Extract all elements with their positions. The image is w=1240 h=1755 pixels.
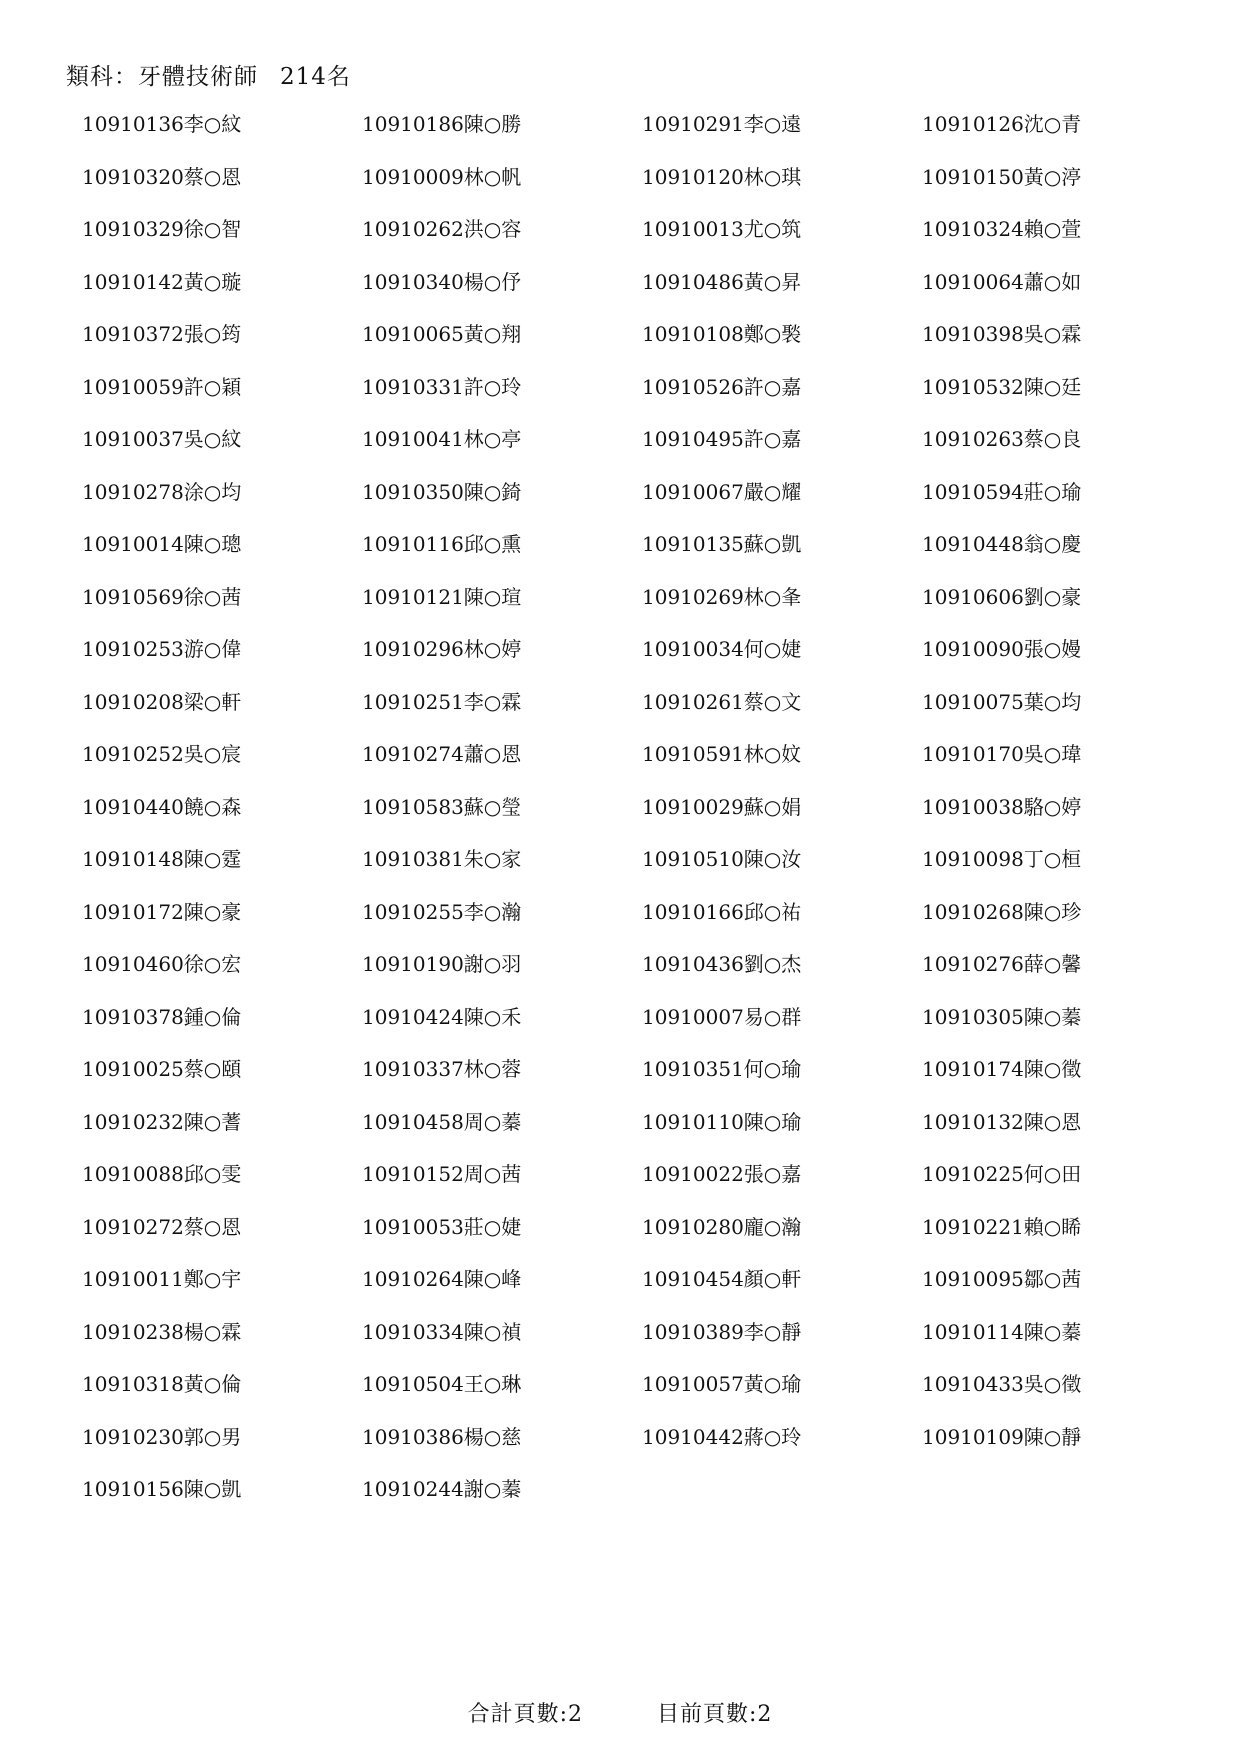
candidate-entry: 10910351何○瑜 bbox=[642, 1057, 802, 1081]
candidate-entry: 10910053莊○婕 bbox=[362, 1214, 522, 1239]
candidate-entry: 10910238楊○霖 bbox=[82, 1319, 242, 1344]
candidate-entry: 10910059許○穎 bbox=[82, 374, 242, 399]
candidate-count: 214名 bbox=[280, 64, 351, 90]
candidate-entry: 10910009林○帆 bbox=[362, 164, 522, 189]
candidate-entry: 10910208梁○軒 bbox=[82, 689, 242, 714]
candidate-entry: 10910090張○嫚 bbox=[922, 637, 1082, 661]
category-label: 類科：牙體技術師 bbox=[66, 64, 258, 90]
candidate-entry: 10910510陳○汝 bbox=[642, 847, 802, 871]
candidate-entry: 10910252吳○宸 bbox=[82, 742, 242, 766]
candidate-entry: 10910007易○群 bbox=[642, 1004, 802, 1029]
candidate-entry: 10910014陳○璁 bbox=[82, 532, 242, 556]
page-footer bbox=[0, 1697, 1240, 1728]
candidate-entry: 10910606劉○豪 bbox=[922, 584, 1082, 609]
candidate-entry: 10910458周○蓁 bbox=[362, 1109, 522, 1134]
candidate-entry: 10910170吳○瑋 bbox=[922, 742, 1082, 766]
candidate-entry: 10910460徐○宏 bbox=[82, 952, 242, 976]
candidate-entry: 10910268陳○珍 bbox=[922, 899, 1082, 924]
candidate-entry: 10910166邱○祐 bbox=[642, 899, 802, 924]
candidate-entry: 10910305陳○蓁 bbox=[922, 1004, 1082, 1029]
candidate-entry: 10910486黃○昇 bbox=[642, 269, 802, 294]
candidate-entry: 10910504王○琳 bbox=[362, 1372, 522, 1396]
candidate-entry: 10910253游○偉 bbox=[82, 637, 242, 661]
candidate-entry: 10910114陳○蓁 bbox=[922, 1319, 1082, 1344]
candidate-entry: 10910569徐○茜 bbox=[82, 584, 242, 609]
candidate-entry: 10910262洪○容 bbox=[362, 217, 522, 241]
candidate-entry: 10910274蕭○恩 bbox=[362, 742, 522, 766]
candidate-entry: 10910156陳○凱 bbox=[82, 1477, 242, 1501]
candidate-entry: 10910152周○茜 bbox=[362, 1162, 522, 1186]
candidate-entry: 10910272蔡○恩 bbox=[82, 1214, 242, 1239]
candidate-entry: 10910532陳○廷 bbox=[922, 374, 1082, 399]
candidate-entry: 10910041林○亭 bbox=[362, 427, 522, 451]
current-page: 目前頁數:2 bbox=[657, 1702, 773, 1727]
candidate-entry: 10910022張○嘉 bbox=[642, 1162, 802, 1186]
candidate-entry: 10910591林○妏 bbox=[642, 742, 802, 766]
candidate-entry: 10910251李○霖 bbox=[362, 689, 522, 714]
candidate-entry: 10910108鄭○褧 bbox=[642, 322, 802, 346]
candidate-entry: 10910065黃○翔 bbox=[362, 322, 522, 346]
candidate-entry: 10910291李○遠 bbox=[642, 112, 802, 136]
candidate-entry: 10910454顏○軒 bbox=[642, 1267, 802, 1291]
candidate-entry: 10910121陳○瑄 bbox=[362, 584, 522, 609]
candidate-entry: 10910526許○嘉 bbox=[642, 374, 802, 399]
candidate-entry: 10910186陳○勝 bbox=[362, 112, 522, 136]
candidate-entry: 10910132陳○恩 bbox=[922, 1109, 1082, 1134]
candidate-entry: 10910034何○婕 bbox=[642, 637, 802, 661]
candidate-entry: 10910255李○瀚 bbox=[362, 899, 522, 924]
candidate-entry: 10910225何○田 bbox=[922, 1162, 1082, 1186]
candidate-entry: 10910264陳○峰 bbox=[362, 1267, 522, 1291]
candidate-entry: 10910037吳○紋 bbox=[82, 427, 242, 451]
candidate-entry: 10910116邱○熏 bbox=[362, 532, 522, 556]
candidate-entry: 10910232陳○蓍 bbox=[82, 1109, 242, 1134]
candidate-entry: 10910440饒○森 bbox=[82, 794, 242, 819]
candidate-entry: 10910324賴○萱 bbox=[922, 217, 1082, 241]
candidate-entry: 10910150黃○渟 bbox=[922, 164, 1082, 189]
candidate-entry: 10910424陳○禾 bbox=[362, 1004, 522, 1029]
candidate-entry: 10910263蔡○良 bbox=[922, 427, 1082, 451]
candidate-entry: 10910230郭○男 bbox=[82, 1424, 242, 1449]
candidate-entry: 10910011鄭○宇 bbox=[82, 1267, 242, 1291]
candidate-entry: 10910148陳○霆 bbox=[82, 847, 242, 871]
candidate-entry: 10910013尤○筑 bbox=[642, 217, 802, 241]
candidate-entry: 10910334陳○禎 bbox=[362, 1319, 522, 1344]
candidate-entry: 10910095鄒○茜 bbox=[922, 1267, 1082, 1291]
candidate-entry: 10910174陳○徵 bbox=[922, 1057, 1082, 1081]
candidate-entry: 10910025蔡○頤 bbox=[82, 1057, 242, 1081]
candidate-entry: 10910261蔡○文 bbox=[642, 689, 802, 714]
candidate-entry: 10910064蕭○如 bbox=[922, 269, 1082, 294]
candidate-entry: 10910067嚴○耀 bbox=[642, 479, 802, 504]
page-header bbox=[66, 58, 351, 91]
candidate-entry: 10910320蔡○恩 bbox=[82, 164, 242, 189]
candidate-entry: 10910329徐○智 bbox=[82, 217, 242, 241]
candidate-entry: 10910172陳○豪 bbox=[82, 899, 242, 924]
candidate-entry: 10910296林○婷 bbox=[362, 637, 522, 661]
candidate-entry: 10910276薛○馨 bbox=[922, 952, 1082, 976]
candidate-entry: 10910110陳○瑜 bbox=[642, 1109, 802, 1134]
candidate-entry: 10910337林○蓉 bbox=[362, 1057, 522, 1081]
candidate-entry: 10910318黃○倫 bbox=[82, 1372, 242, 1396]
total-pages: 合計頁數:2 bbox=[467, 1702, 583, 1727]
candidate-entry: 10910372張○筠 bbox=[82, 322, 242, 346]
candidate-entry: 10910075葉○均 bbox=[922, 689, 1082, 714]
candidate-entry: 10910340楊○伃 bbox=[362, 269, 522, 294]
candidate-entry: 10910331許○玲 bbox=[362, 374, 522, 399]
candidate-entry: 10910350陳○錡 bbox=[362, 479, 522, 504]
candidate-entry: 10910386楊○慈 bbox=[362, 1424, 522, 1449]
candidate-entry: 10910381朱○家 bbox=[362, 847, 522, 871]
candidate-entry: 10910126沈○青 bbox=[922, 112, 1082, 136]
candidate-entry: 10910057黃○瑜 bbox=[642, 1372, 802, 1396]
candidate-entry: 10910389李○靜 bbox=[642, 1319, 802, 1344]
candidate-entry: 10910398吳○霖 bbox=[922, 322, 1082, 346]
candidate-entry: 10910038駱○婷 bbox=[922, 794, 1082, 819]
candidate-entry: 10910433吳○徵 bbox=[922, 1372, 1082, 1396]
candidate-entry: 10910378鍾○倫 bbox=[82, 1004, 242, 1029]
candidate-entry: 10910495許○嘉 bbox=[642, 427, 802, 451]
candidate-entry: 10910221賴○睎 bbox=[922, 1214, 1082, 1239]
candidate-entry: 10910280龐○瀚 bbox=[642, 1214, 802, 1239]
candidate-roster bbox=[82, 108, 1202, 1526]
candidate-entry: 10910448翁○慶 bbox=[922, 532, 1082, 556]
candidate-entry: 10910029蘇○娟 bbox=[642, 794, 802, 819]
candidate-entry: 10910583蘇○瑩 bbox=[362, 794, 522, 819]
candidate-entry: 10910244謝○蓁 bbox=[362, 1477, 522, 1501]
candidate-entry: 10910142黃○璇 bbox=[82, 269, 242, 294]
candidate-entry: 10910190謝○羽 bbox=[362, 952, 522, 976]
candidate-entry: 10910109陳○靜 bbox=[922, 1424, 1082, 1449]
candidate-entry: 10910594莊○瑜 bbox=[922, 479, 1082, 504]
candidate-entry: 10910098丁○桓 bbox=[922, 847, 1082, 871]
candidate-entry: 10910120林○琪 bbox=[642, 164, 802, 189]
candidate-entry: 10910088邱○雯 bbox=[82, 1162, 242, 1186]
candidate-entry: 10910135蘇○凱 bbox=[642, 532, 802, 556]
candidate-entry: 10910269林○夆 bbox=[642, 584, 802, 609]
candidate-entry: 10910278涂○均 bbox=[82, 479, 242, 504]
candidate-entry: 10910136李○紋 bbox=[82, 112, 242, 136]
candidate-entry: 10910442蔣○玲 bbox=[642, 1424, 802, 1449]
candidate-entry: 10910436劉○杰 bbox=[642, 952, 802, 976]
